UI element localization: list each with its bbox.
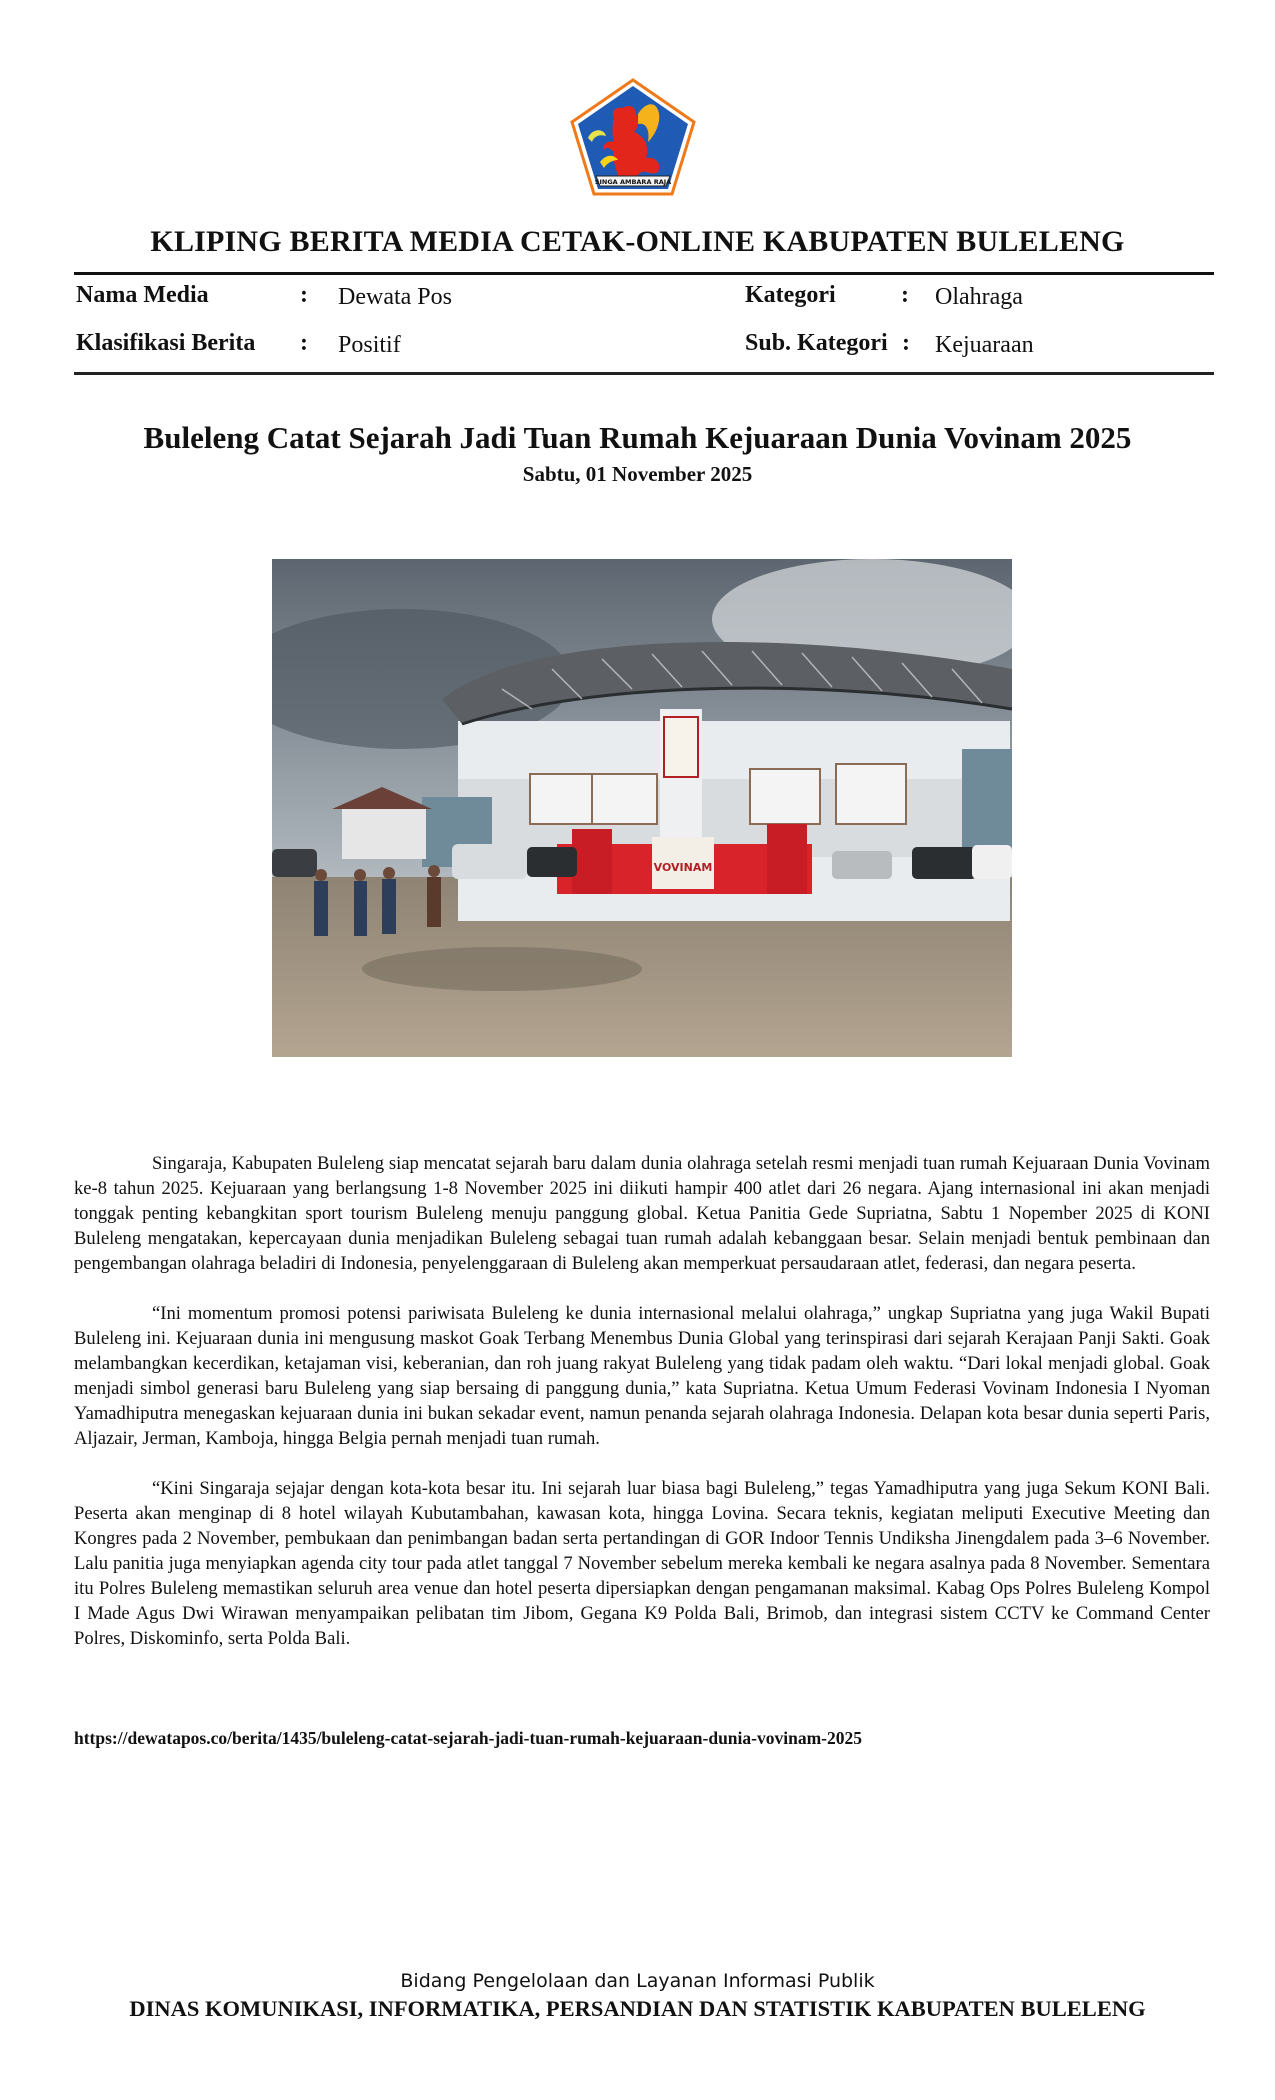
- article-paragraph: Singaraja, Kabupaten Buleleng siap mencatat sejarah baru dalam dunia olahraga setelah resmi menjadi tuan rumah Kejuaraan Dunia Vovinam ke-8 tahun 2025. Kejuaraan yang berlangsung 1-8 November 2025 ini diikuti hampir 400 atlet dari 26 negara. Ajang internasional ini akan menjadi tonggak penting kebangkitan sport tourism Buleleng menuju panggung global. Ketua Panitia Gede Supriatna, Sabtu 1 Nopember 2025 di KONI Buleleng mengatakan, kepercayaan dunia menjadikan Buleleng sebagai tuan rumah adalah kebanggaan besar. Selain menjadi bentuk pembinaan dan pengembangan olahraga beladiri di Indonesia, penyelenggaraan di Buleleng akan memperkuat persaudaraan atlet, federasi, dan negara peserta.: [74, 1153, 1210, 1274]
- sub-kategori-label: Sub. Kategori: [745, 330, 888, 356]
- kategori-label: Kategori: [745, 282, 836, 308]
- footer-division: Bidang Pengelolaan dan Layanan Informasi Publik: [400, 1970, 875, 1992]
- article-body: [74, 1151, 1210, 1676]
- photo-banner-text: VOVINAM: [653, 861, 713, 874]
- nama-media-value: Dewata Pos: [338, 284, 452, 310]
- regency-logo: [566, 76, 700, 200]
- header-divider-bottom: [74, 372, 1214, 375]
- footer-agency: DINAS KOMUNIKASI, INFORMATIKA, PERSANDIAN DAN STATISTIK KABUPATEN BULELENG: [129, 1996, 1146, 2021]
- klasifikasi-value: Positif: [338, 332, 401, 358]
- header-divider-top: [74, 272, 1214, 275]
- article-headline: Buleleng Catat Sejarah Jadi Tuan Rumah Kejuaraan Dunia Vovinam 2025: [143, 420, 1132, 455]
- source-link[interactable]: https://dewatapos.co/berita/1435/buleleng-catat-sejarah-jadi-tuan-rumah-kejuaraan-dunia-vovinam-2025: [74, 1728, 862, 1748]
- emblem-banner-text: SINGA AMBARA RAJA: [594, 178, 672, 186]
- kategori-value: Olahraga: [935, 284, 1023, 310]
- klasifikasi-label: Klasifikasi Berita: [76, 330, 256, 356]
- article-photo: [272, 559, 1012, 1057]
- sub-kategori-colon: :: [902, 330, 910, 356]
- buleleng-regency-emblem-icon: [566, 76, 700, 200]
- klasifikasi-colon: :: [300, 330, 308, 356]
- kategori-colon: :: [901, 282, 909, 308]
- nama-media-label: Nama Media: [76, 282, 209, 308]
- nama-media-colon: :: [300, 282, 308, 308]
- sub-kategori-value: Kejuaraan: [935, 332, 1034, 358]
- article-date: Sabtu, 01 November 2025: [522, 462, 753, 486]
- article-paragraph: “Kini Singaraja sejajar dengan kota-kota besar itu. Ini sejarah luar biasa bagi Buleleng,” tegas Yamadhiputra yang juga Sekum KONI Bali. Peserta akan menginap di 8 hotel wilayah Kubutambahan, kawasan kota, hingga Lovina. Secara teknis, kegiatan meliputi Executive Meeting dan Kongres pada 2 November, pembukaan dan penimbangan badan serta pertandingan di GOR Indoor Tennis Undiksha Jinengdalem pada 3–6 November. Lalu panitia juga menyiapkan agenda city tour pada atlet tanggal 7 November sebelum mereka kembali ke negara asalnya pada 8 November. Sementara itu Polres Buleleng memastikan seluruh area venue dan hotel peserta dipersiapkan dengan pengamanan maksimal. Kabag Ops Polres Buleleng Kompol I Made Agus Dwi Wirawan menyampaikan pelibatan tim Jibom, Gegana K9 Polda Bali, Brimob, dan integrasi sistem CCTV ke Command Center Polres, Diskominfo, serta Polda Bali.: [74, 1478, 1210, 1649]
- venue-photo-illustration: [272, 559, 1012, 1057]
- article-paragraph: “Ini momentum promosi potensi pariwisata Buleleng ke dunia internasional melalui olahraga,” ungkap Supriatna yang juga Wakil Bupati Buleleng ini. Kejuaraan dunia ini mengusung maskot Goak Terbang Menembus Dunia Global yang terinspirasi dari sejarah Kerajaan Panji Sakti. Goak melambangkan kecerdikan, ketajaman visi, keberanian, dan roh juang rakyat Buleleng yang tidak padam oleh waktu. “Dari lokal menjadi global. Goak menjadi simbol generasi baru Buleleng yang siap bersaing di panggung dunia,” kata Supriatna. Ketua Umum Federasi Vovinam Indonesia I Nyoman Yamadhiputra menegaskan kejuaraan dunia ini bukan sekadar event, namun penanda sejarah olahraga Indonesia. Delapan kota besar dunia seperti Paris, Aljazair, Jerman, Kamboja, hingga Belgia pernah menjadi tuan rumah.: [74, 1303, 1210, 1449]
- document-title: KLIPING BERITA MEDIA CETAK-ONLINE KABUPATEN BULELENG: [150, 225, 1125, 258]
